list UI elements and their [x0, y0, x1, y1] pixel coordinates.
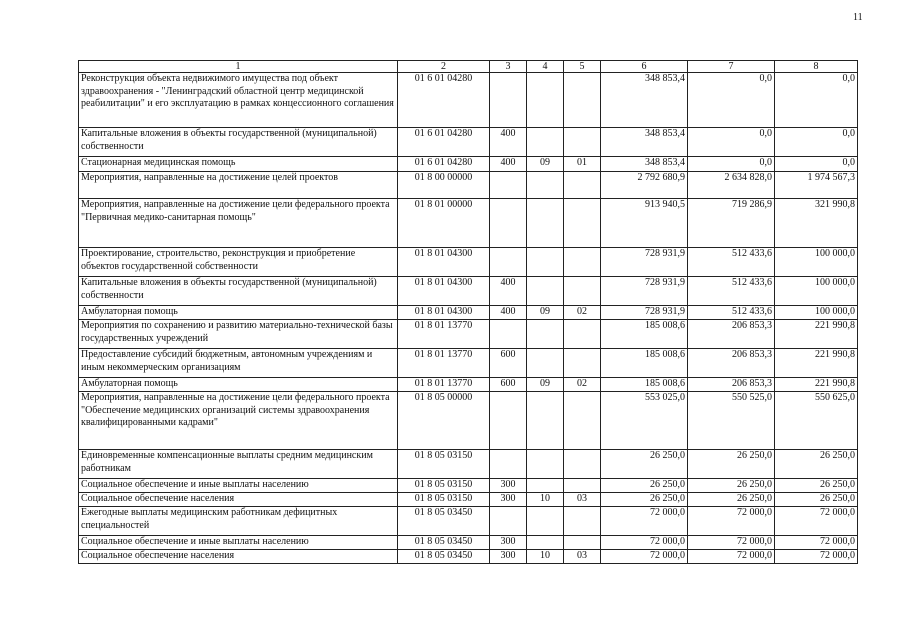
row-name: Мероприятия, направленные на достижение цели федерального проекта "Обеспечение медицинских организаций системы здравоохранения квалифицированными кадрами"	[79, 392, 398, 450]
table-row	[79, 320, 858, 349]
row-col-4: 09	[527, 157, 564, 172]
row-value-7: 26 250,0	[688, 450, 775, 479]
table-row	[79, 128, 858, 157]
table-row	[79, 349, 858, 378]
row-name: Капитальные вложения в объекты государственной (муниципальной) собственности	[79, 277, 398, 306]
row-col-3: 300	[490, 493, 527, 507]
row-value-7: 719 286,9	[688, 199, 775, 248]
row-col-5	[564, 128, 601, 157]
row-col-3: 400	[490, 306, 527, 320]
row-code: 01 8 05 03150	[398, 493, 490, 507]
row-name: Социальное обеспечение и иные выплаты населению	[79, 536, 398, 550]
row-code: 01 6 01 04280	[398, 157, 490, 172]
row-col-5	[564, 320, 601, 349]
row-value-6: 26 250,0	[601, 479, 688, 493]
row-value-8: 72 000,0	[775, 536, 858, 550]
row-col-3: 400	[490, 277, 527, 306]
row-value-6: 185 008,6	[601, 378, 688, 392]
table-body	[79, 73, 858, 564]
row-col-5: 01	[564, 157, 601, 172]
row-value-7: 206 853,3	[688, 349, 775, 378]
row-code: 01 8 05 03150	[398, 450, 490, 479]
row-col-5	[564, 199, 601, 248]
row-col-4	[527, 248, 564, 277]
page-number: 11	[853, 12, 863, 23]
row-value-7: 72 000,0	[688, 507, 775, 536]
row-name: Амбулаторная помощь	[79, 306, 398, 320]
row-value-8: 26 250,0	[775, 479, 858, 493]
row-col-3: 400	[490, 128, 527, 157]
row-code: 01 8 01 13770	[398, 378, 490, 392]
header-col-4: 4	[527, 61, 564, 73]
row-col-3	[490, 73, 527, 128]
row-col-5: 02	[564, 378, 601, 392]
row-col-5: 02	[564, 306, 601, 320]
row-col-4: 09	[527, 378, 564, 392]
table-row	[79, 378, 858, 392]
row-name: Мероприятия, направленные на достижение целей проектов	[79, 172, 398, 199]
row-value-8: 100 000,0	[775, 277, 858, 306]
row-col-3	[490, 450, 527, 479]
row-value-8: 72 000,0	[775, 507, 858, 536]
table-row	[79, 479, 858, 493]
table-row	[79, 172, 858, 199]
row-col-5	[564, 277, 601, 306]
row-code: 01 8 01 04300	[398, 277, 490, 306]
row-value-7: 0,0	[688, 73, 775, 128]
row-code: 01 6 01 04280	[398, 73, 490, 128]
row-col-3: 300	[490, 479, 527, 493]
row-value-8: 221 990,8	[775, 320, 858, 349]
row-value-7: 550 525,0	[688, 392, 775, 450]
row-col-4	[527, 199, 564, 248]
row-name: Мероприятия по сохранению и развитию материально-технической базы государственных учреждений	[79, 320, 398, 349]
row-value-6: 72 000,0	[601, 536, 688, 550]
row-code: 01 8 05 00000	[398, 392, 490, 450]
table-row	[79, 157, 858, 172]
row-value-8: 0,0	[775, 128, 858, 157]
table-row	[79, 199, 858, 248]
row-name: Социальное обеспечение населения	[79, 550, 398, 564]
header-col-5: 5	[564, 61, 601, 73]
table-row	[79, 306, 858, 320]
row-name: Реконструкция объекта недвижимого имущества под объект здравоохранения - "Ленинградский областной центр медицинской реабилитации" и его эксплуатацию в рамках концессионного соглашения	[79, 73, 398, 128]
row-value-8: 1 974 567,3	[775, 172, 858, 199]
row-value-6: 348 853,4	[601, 128, 688, 157]
header-row	[79, 61, 858, 73]
row-value-6: 26 250,0	[601, 450, 688, 479]
row-value-7: 0,0	[688, 157, 775, 172]
row-col-3	[490, 392, 527, 450]
row-col-3	[490, 172, 527, 199]
row-name: Социальное обеспечение населения	[79, 493, 398, 507]
row-col-4	[527, 392, 564, 450]
row-name: Ежегодные выплаты медицинским работникам дефицитных специальностей	[79, 507, 398, 536]
row-value-7: 2 634 828,0	[688, 172, 775, 199]
header-col-1: 1	[79, 61, 398, 73]
row-col-4	[527, 128, 564, 157]
budget-table	[78, 60, 858, 564]
row-col-3: 600	[490, 378, 527, 392]
row-value-6: 185 008,6	[601, 320, 688, 349]
row-value-6: 2 792 680,9	[601, 172, 688, 199]
row-value-7: 72 000,0	[688, 536, 775, 550]
row-value-7: 26 250,0	[688, 479, 775, 493]
row-col-4: 10	[527, 550, 564, 564]
row-value-8: 0,0	[775, 73, 858, 128]
row-col-4	[527, 320, 564, 349]
row-value-8: 26 250,0	[775, 493, 858, 507]
row-col-3	[490, 199, 527, 248]
table-row	[79, 493, 858, 507]
row-value-8: 0,0	[775, 157, 858, 172]
row-value-8: 221 990,8	[775, 349, 858, 378]
row-value-6: 728 931,9	[601, 277, 688, 306]
row-col-4	[527, 507, 564, 536]
row-value-8: 550 625,0	[775, 392, 858, 450]
header-col-7: 7	[688, 61, 775, 73]
row-col-3	[490, 507, 527, 536]
row-value-6: 26 250,0	[601, 493, 688, 507]
row-code: 01 8 01 04300	[398, 306, 490, 320]
row-code: 01 8 01 04300	[398, 248, 490, 277]
row-code: 01 8 00 00000	[398, 172, 490, 199]
row-value-7: 512 433,6	[688, 306, 775, 320]
row-code: 01 8 05 03450	[398, 507, 490, 536]
row-value-8: 100 000,0	[775, 306, 858, 320]
header-col-6: 6	[601, 61, 688, 73]
header-col-2: 2	[398, 61, 490, 73]
row-col-3: 400	[490, 157, 527, 172]
row-col-4	[527, 450, 564, 479]
row-value-8: 221 990,8	[775, 378, 858, 392]
row-name: Единовременные компенсационные выплаты средним медицинским работникам	[79, 450, 398, 479]
row-col-3: 300	[490, 536, 527, 550]
row-col-3	[490, 320, 527, 349]
row-value-7: 206 853,3	[688, 378, 775, 392]
row-value-6: 72 000,0	[601, 507, 688, 536]
row-code: 01 6 01 04280	[398, 128, 490, 157]
row-col-5	[564, 248, 601, 277]
row-value-6: 553 025,0	[601, 392, 688, 450]
row-col-4: 09	[527, 306, 564, 320]
row-code: 01 8 01 13770	[398, 349, 490, 378]
row-value-8: 100 000,0	[775, 248, 858, 277]
row-value-7: 26 250,0	[688, 493, 775, 507]
row-value-8: 72 000,0	[775, 550, 858, 564]
row-value-6: 185 008,6	[601, 349, 688, 378]
row-name: Проектирование, строительство, реконструкция и приобретение объектов государственной собственности	[79, 248, 398, 277]
row-col-5	[564, 450, 601, 479]
row-col-4	[527, 479, 564, 493]
row-col-5	[564, 172, 601, 199]
row-col-4	[527, 277, 564, 306]
table-row	[79, 73, 858, 128]
row-col-4	[527, 536, 564, 550]
row-col-4	[527, 172, 564, 199]
row-value-8: 321 990,8	[775, 199, 858, 248]
row-value-7: 72 000,0	[688, 550, 775, 564]
row-code: 01 8 05 03450	[398, 550, 490, 564]
row-name: Мероприятия, направленные на достижение цели федерального проекта "Первичная медико-санитарная помощь"	[79, 199, 398, 248]
row-code: 01 8 01 13770	[398, 320, 490, 349]
row-value-7: 0,0	[688, 128, 775, 157]
row-value-6: 348 853,4	[601, 73, 688, 128]
table-row	[79, 450, 858, 479]
row-col-3	[490, 248, 527, 277]
row-code: 01 8 05 03450	[398, 536, 490, 550]
row-col-3: 300	[490, 550, 527, 564]
row-name: Капитальные вложения в объекты государственной (муниципальной) собственности	[79, 128, 398, 157]
row-value-6: 72 000,0	[601, 550, 688, 564]
row-col-5	[564, 507, 601, 536]
table-row	[79, 550, 858, 564]
row-col-5	[564, 392, 601, 450]
table-row	[79, 277, 858, 306]
table-header	[79, 61, 858, 73]
row-col-5	[564, 349, 601, 378]
header-col-8: 8	[775, 61, 858, 73]
row-value-6: 728 931,9	[601, 306, 688, 320]
table-row	[79, 536, 858, 550]
row-value-6: 728 931,9	[601, 248, 688, 277]
row-value-8: 26 250,0	[775, 450, 858, 479]
row-name: Стационарная медицинская помощь	[79, 157, 398, 172]
row-col-5	[564, 73, 601, 128]
table-row	[79, 392, 858, 450]
row-value-7: 512 433,6	[688, 248, 775, 277]
table-row	[79, 248, 858, 277]
row-value-7: 512 433,6	[688, 277, 775, 306]
row-code: 01 8 01 00000	[398, 199, 490, 248]
row-col-4	[527, 73, 564, 128]
row-col-4	[527, 349, 564, 378]
row-name: Амбулаторная помощь	[79, 378, 398, 392]
row-name: Социальное обеспечение и иные выплаты населению	[79, 479, 398, 493]
row-name: Предоставление субсидий бюджетным, автономным учреждениям и иным некоммерческим организациям	[79, 349, 398, 378]
header-col-3: 3	[490, 61, 527, 73]
row-col-5	[564, 536, 601, 550]
row-value-7: 206 853,3	[688, 320, 775, 349]
row-col-4: 10	[527, 493, 564, 507]
row-col-5: 03	[564, 493, 601, 507]
row-code: 01 8 05 03150	[398, 479, 490, 493]
table-row	[79, 507, 858, 536]
row-value-6: 348 853,4	[601, 157, 688, 172]
row-value-6: 913 940,5	[601, 199, 688, 248]
row-col-5: 03	[564, 550, 601, 564]
row-col-5	[564, 479, 601, 493]
row-col-3: 600	[490, 349, 527, 378]
